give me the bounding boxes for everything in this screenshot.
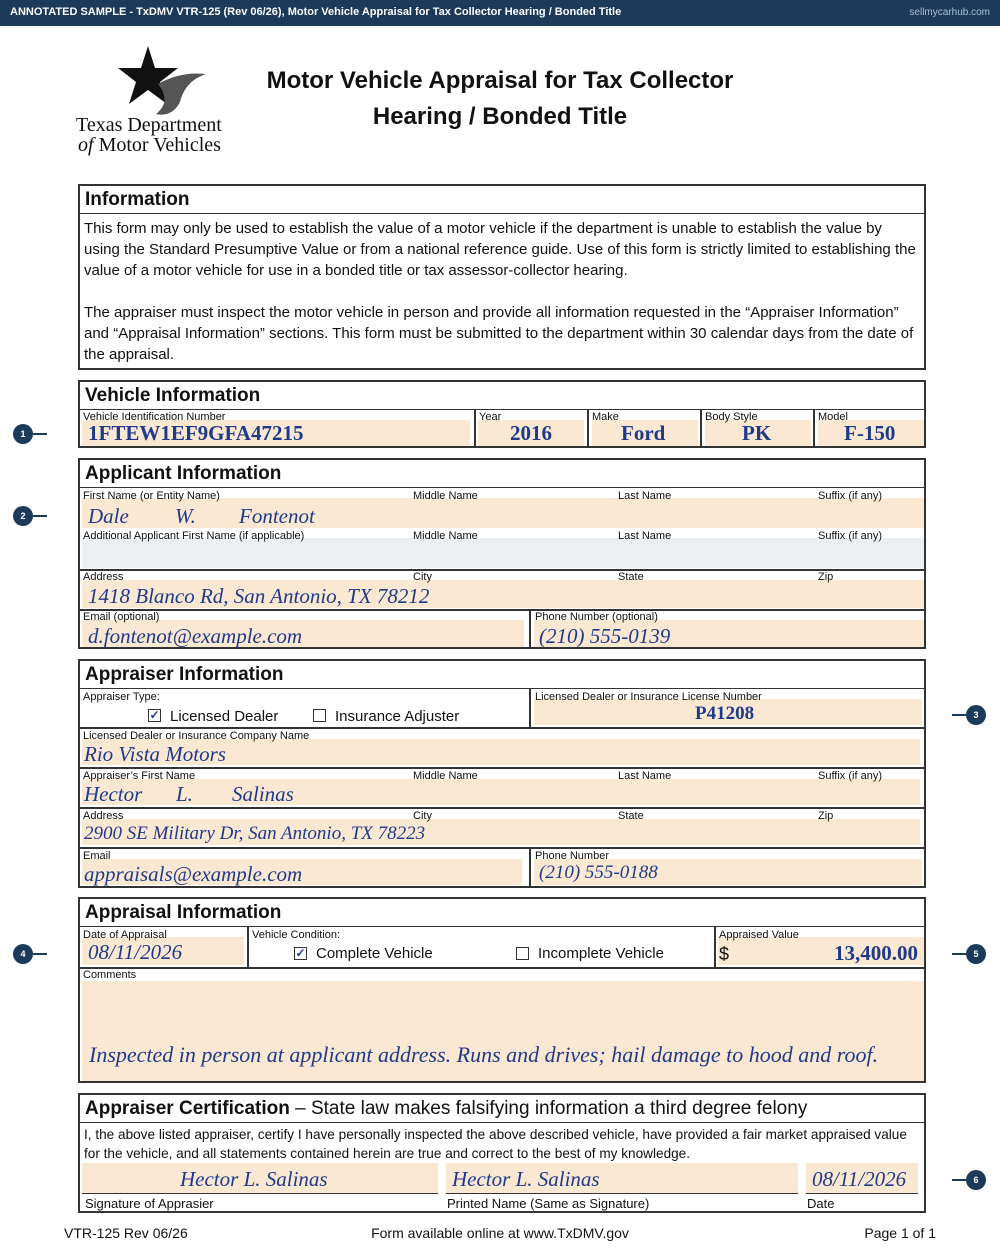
license-number-field[interactable]: P41208 <box>695 703 755 724</box>
applicant-address[interactable]: 1418 Blanco Rd, San Antonio, TX 78212 <box>88 584 430 608</box>
zip-label: Zip <box>818 571 834 583</box>
applicant-last-name[interactable]: Fontenot <box>239 504 315 528</box>
name-fill <box>82 498 924 528</box>
annotation-banner <box>0 0 1000 26</box>
logo-line1: Texas Department <box>76 114 222 136</box>
certification-section <box>78 1093 926 1213</box>
printed-name-field[interactable]: Hector L. Salinas <box>452 1167 600 1191</box>
logo-of: of <box>78 134 94 156</box>
appraisal-heading: Appraisal Information <box>80 899 924 927</box>
information-heading: Information <box>80 186 924 214</box>
year-field[interactable]: 2016 <box>510 421 552 445</box>
appraiser-section <box>78 659 926 888</box>
complete-vehicle-option: Complete Vehicle <box>316 945 433 962</box>
information-section <box>78 184 926 370</box>
appraiser-zip-label: Zip <box>818 810 834 822</box>
license-number-label: Licensed Dealer or Insurance License Number <box>535 691 762 703</box>
appraiser-city-label: City <box>413 810 432 822</box>
certification-heading-rest: – State law makes falsifying information a third degree felony <box>289 1098 808 1119</box>
appraiser-email[interactable]: appraisals@example.com <box>84 862 303 886</box>
appraiser-last-label: Last Name <box>618 770 672 782</box>
banner-title: ANNOTATED SAMPLE - TxDMV VTR-125 (Rev 06/26), Motor Vehicle Appraisal for Tax Collector Hearing / Bonded Title <box>10 6 622 18</box>
certification-heading <box>80 1095 924 1123</box>
vin-label: Vehicle Identification Number <box>83 411 226 423</box>
make-field[interactable]: Ford <box>621 421 666 445</box>
appraiser-heading: Appraiser Information <box>80 661 924 689</box>
year-label: Year <box>479 411 502 423</box>
appraiser-type-label: Appraiser Type: <box>83 691 160 703</box>
appraiser-phone-label: Phone Number <box>535 850 609 862</box>
first-name-label: First Name (or Entity Name) <box>83 490 220 502</box>
certification-date-field[interactable]: 08/11/2026 <box>812 1167 907 1191</box>
comments-field[interactable]: Inspected in person at applicant address. Runs and drives; hail damage to hood and roof. <box>89 1042 879 1067</box>
signature-field[interactable]: Hector L. Salinas <box>180 1167 328 1191</box>
information-paragraph-1: This form may only be used to establish the value of a motor vehicle if the department is unable to establish the value by using the Standard Presumptive Value or from a national reference guide. Use of this form is strictly limited to establishing the value of a motor vehicle for use in a bonded title or tax assessor-collector hearing. <box>84 220 916 279</box>
applicant-first-name[interactable]: Dale <box>88 504 129 528</box>
comments-label: Comments <box>83 969 137 981</box>
applicant-heading: Applicant Information <box>80 460 924 488</box>
body-style-field[interactable]: PK <box>742 421 772 445</box>
appraiser-first-name[interactable]: Hector <box>84 782 143 806</box>
appraiser-address[interactable]: 2900 SE Military Dr, San Antonio, TX 78223 <box>84 823 426 844</box>
additional-name-fill <box>82 538 924 568</box>
date-of-appraisal-field[interactable]: 08/11/2026 <box>88 940 183 964</box>
annotation-badge: 3 <box>966 705 986 725</box>
appraiser-name-fill <box>82 779 920 805</box>
star-icon <box>110 42 210 117</box>
address-label: Address <box>83 571 124 583</box>
model-field[interactable]: F-150 <box>844 421 896 445</box>
licensed-dealer-option: Licensed Dealer <box>170 708 279 725</box>
vehicle-section <box>78 380 926 448</box>
applicant-phone[interactable]: (210) 555-0139 <box>539 624 671 648</box>
appraiser-state-label: State <box>618 810 644 822</box>
appraiser-first-label: Appraiser’s First Name <box>83 770 196 782</box>
company-label: Licensed Dealer or Insurance Company Name <box>83 730 310 742</box>
vehicle-heading: Vehicle Information <box>80 382 924 410</box>
additional-last-label: Last Name <box>618 530 672 542</box>
applicant-middle-name[interactable]: W. <box>175 504 196 528</box>
additional-suffix-label: Suffix (if any) <box>818 530 882 542</box>
page-title <box>230 67 770 131</box>
appraised-value-field[interactable]: 13,400.00 <box>834 941 918 965</box>
annotation-badge: 2 <box>13 506 33 526</box>
annotation-badge: 5 <box>966 944 986 964</box>
appraiser-suffix-label: Suffix (if any) <box>818 770 882 782</box>
insurance-adjuster-option: Insurance Adjuster <box>335 708 460 725</box>
txdmv-logo <box>70 40 240 160</box>
appraiser-middle-label: Middle Name <box>413 770 478 782</box>
applicant-section <box>78 458 926 649</box>
appraiser-email-label: Email <box>83 850 111 862</box>
vehicle-condition-label: Vehicle Condition: <box>252 929 341 941</box>
additional-first-label: Additional Applicant First Name (if applicable) <box>83 530 305 542</box>
title-line1: Motor Vehicle Appraisal for Tax Collector <box>266 67 734 94</box>
additional-middle-label: Middle Name <box>413 530 478 542</box>
state-label: State <box>618 571 644 583</box>
company-field[interactable]: Rio Vista Motors <box>84 742 226 766</box>
signature-label: Signature of Apprasier <box>85 1196 214 1211</box>
appraiser-middle-name[interactable]: L. <box>176 782 193 806</box>
title-line2: Hearing / Bonded Title <box>372 103 628 130</box>
body-style-label: Body Style <box>705 411 758 423</box>
footer-form-number: VTR-125 Rev 06/26 <box>64 1225 188 1241</box>
licensed-dealer-checkbox[interactable]: ✓ <box>149 708 160 722</box>
complete-vehicle-checkbox[interactable]: ✓ <box>295 946 306 960</box>
banner-site: sellmycarhub.com <box>909 7 990 18</box>
insurance-adjuster-checkbox[interactable] <box>313 709 326 722</box>
logo-line2: Motor Vehicles <box>98 134 221 156</box>
make-label: Make <box>592 411 619 423</box>
incomplete-vehicle-checkbox[interactable] <box>516 947 529 960</box>
appraisal-section <box>78 897 926 1083</box>
certification-date-label: Date <box>807 1196 835 1211</box>
appraiser-phone[interactable]: (210) 555-0188 <box>539 862 658 883</box>
footer-website: Form available online at www.TxDMV.gov <box>371 1225 629 1241</box>
appraised-value-label: Appraised Value <box>719 929 799 941</box>
information-paragraph-2: The appraiser must inspect the motor vehicle in person and provide all information requested in the “Appraiser Information” and “Appraisal Information” sections. This form must be submitted to the department within 30 calendar days from the date of the appraisal. <box>84 304 914 363</box>
currency-symbol: $ <box>719 944 730 964</box>
phone-label: Phone Number (optional) <box>535 611 658 623</box>
date-of-appraisal-label: Date of Appraisal <box>83 929 167 941</box>
certification-heading-bold: Appraiser Certification <box>85 1098 290 1119</box>
appraiser-last-name[interactable]: Salinas <box>232 782 294 806</box>
appraiser-address-label: Address <box>83 810 124 822</box>
applicant-email[interactable]: d.fontenot@example.com <box>88 624 303 648</box>
annotation-badge: 1 <box>13 424 33 444</box>
vin-field[interactable]: 1FTEW1EF9GFA47215 <box>88 421 304 445</box>
certification-text: I, the above listed appraiser, certify I have personally inspected the above described vehicle, have provided a fair market appraised value for the vehicle, and all statements contained herein are true and correct to the best of my knowledge. <box>84 1127 907 1161</box>
email-label: Email (optional) <box>83 611 160 623</box>
last-name-label: Last Name <box>618 490 672 502</box>
footer-page-number: Page 1 of 1 <box>864 1225 936 1241</box>
middle-name-label: Middle Name <box>413 490 478 502</box>
printed-name-label: Printed Name (Same as Signature) <box>447 1196 650 1211</box>
annotation-badge: 6 <box>966 1170 986 1190</box>
suffix-label: Suffix (if any) <box>818 490 882 502</box>
annotation-badge: 4 <box>13 944 33 964</box>
city-label: City <box>413 571 432 583</box>
model-label: Model <box>818 411 848 423</box>
incomplete-vehicle-option: Incomplete Vehicle <box>538 945 664 962</box>
